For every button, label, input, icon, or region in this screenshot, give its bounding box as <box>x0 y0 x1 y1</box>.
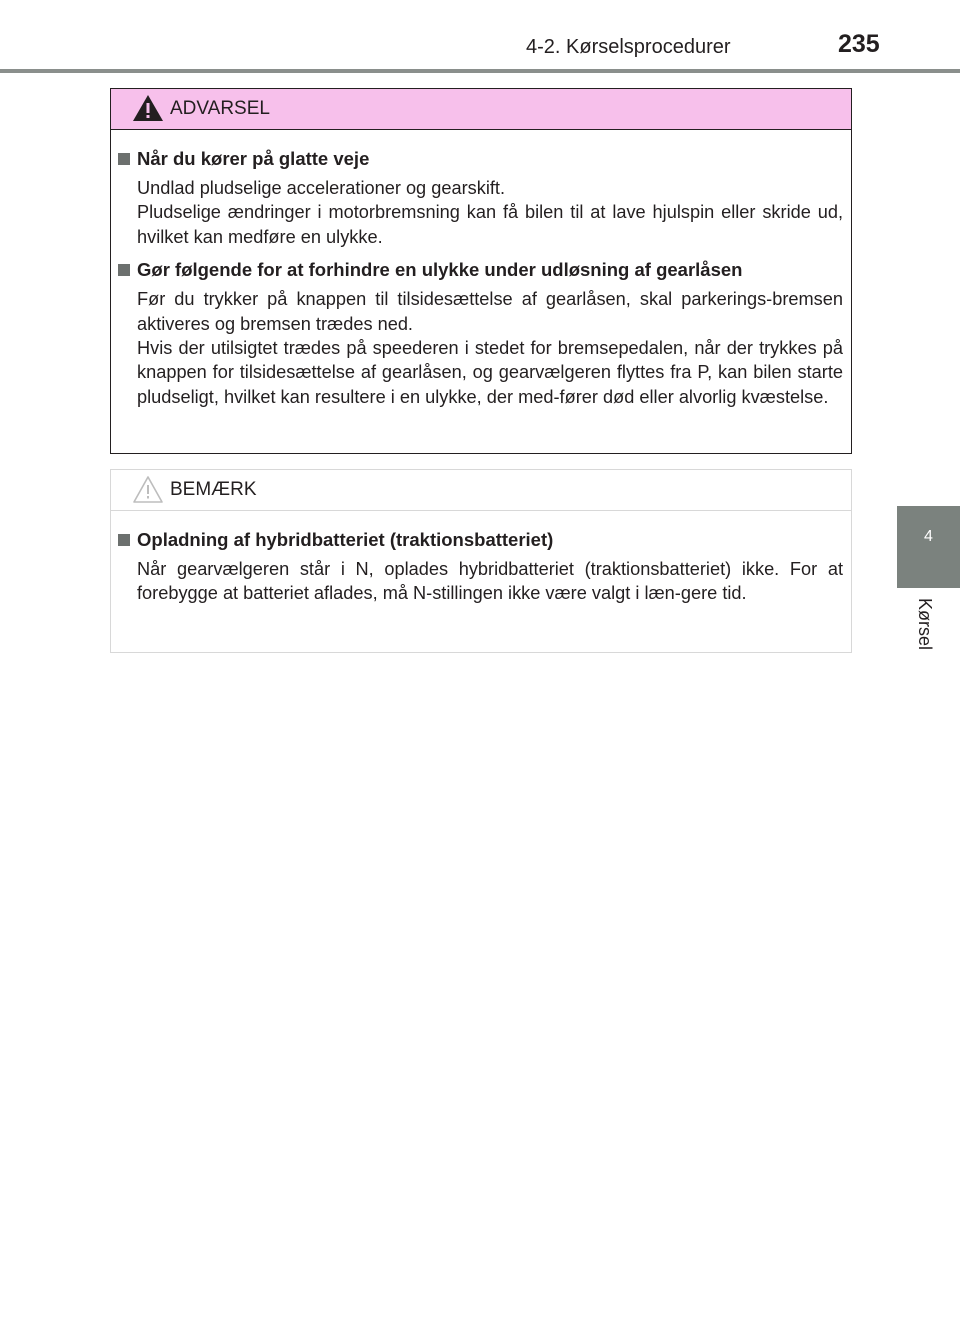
warning-item-slippery <box>117 145 851 249</box>
notice-label: BEMÆRK <box>170 479 257 500</box>
chapter-label: Kørsel <box>915 598 935 651</box>
warning-triangle-icon <box>131 93 165 123</box>
notice-item-hybrid-battery <box>117 526 851 606</box>
chapter-tab <box>897 506 960 588</box>
item-title: Når du kører på glatte veje <box>137 148 370 169</box>
header-rule <box>0 69 960 73</box>
paragraph: Når gearvælgeren står i N, oplades hybridbatteriet (traktionsbatteriet) ikke. For at forebygge at batteriet aflades, må N-stillingen ikke være valgt i læn-gere tid. <box>137 559 843 604</box>
item-title: Opladning af hybridbatteriet (traktionsbatteriet) <box>137 529 554 550</box>
notice-header <box>111 470 851 511</box>
notice-triangle-icon <box>131 474 165 504</box>
chapter-number: 4 <box>924 528 933 545</box>
warning-box <box>110 88 852 454</box>
paragraph: Før du trykker på knappen til tilsidesættelse af gearlåsen, skal parkerings-bremsen aktiveres og bremsen trædes ned. <box>137 289 843 334</box>
square-bullet-icon <box>118 153 130 165</box>
paragraph: Pludselige ændringer i motorbremsning kan få bilen til at lave hjulspin eller skride ud, hvilket kan medføre en ulykke. <box>137 202 843 247</box>
paragraph: Undlad pludselige accelerationer og gearskift. <box>137 178 506 198</box>
warning-item-shift-lock <box>117 256 851 409</box>
paragraph: Hvis der utilsigtet trædes på speederen i stedet for bremsepedalen, når der trykkes på knappen for tilsidesættelse af gearlåsen, og gearvælgeren flyttes fra P, kan bilen starte pludseligt, hvilket kan resultere i en ulykke, der med-fører død eller alvorlig kvæstelse. <box>137 338 843 407</box>
item-title: Gør følgende for at forhindre en ulykke under udløsning af gearlåsen <box>137 259 743 281</box>
section-title: 4-2. Kørselsprocedurer <box>526 36 731 58</box>
square-bullet-icon <box>118 264 130 276</box>
page-number: 235 <box>838 30 880 58</box>
square-bullet-icon <box>118 534 130 546</box>
notice-box <box>110 469 852 653</box>
warning-header <box>111 89 851 130</box>
warning-label: ADVARSEL <box>170 98 270 119</box>
